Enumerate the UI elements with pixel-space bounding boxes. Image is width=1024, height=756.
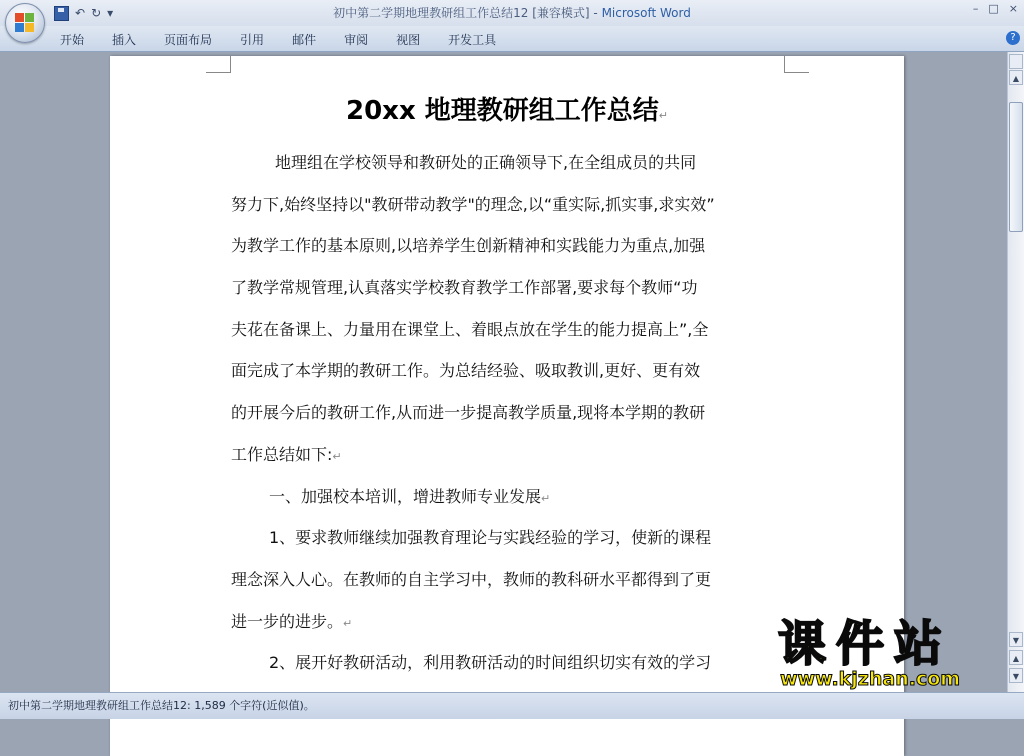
text-line: 理念深入人心。在教师的自主学习中，教师的教科研水平都得到了更 [231,569,712,589]
tab-review[interactable]: 审阅 [344,33,369,47]
paragraph-mark-icon: ↵ [658,109,668,122]
paragraph-mark-icon: ↵ [541,491,551,505]
window-controls [973,2,1018,15]
document-title-text: 20xx 地理教研组工作总结 [346,96,659,126]
title-bar [0,0,1024,26]
text-line: 夫花在备课上、力量用在课堂上、着眼点放在学生的能力提高上”,全 [231,319,709,339]
margin-corner-mark [206,56,231,73]
close-button[interactable]: × [1008,2,1018,15]
ruler-toggle-icon[interactable] [1009,54,1023,69]
tab-view[interactable]: 视图 [396,33,421,47]
scroll-thumb[interactable] [1009,102,1023,232]
document-area[interactable] [0,52,1008,692]
window-title [0,4,1024,21]
redo-icon[interactable]: ↻ [91,6,102,20]
tab-references[interactable]: 引用 [240,33,265,47]
text-line: 地理组在学校领导和教研处的正确领导下,在全组成员的共同 [275,153,697,172]
text-line: 面完成了本学期的教研工作。为总结经验、吸取教训,更好、更有效 [231,361,701,381]
vertical-scrollbar[interactable] [1007,52,1024,692]
scroll-down-button[interactable]: ▼ [1009,632,1023,647]
text-line: 工作总结如下:↵ [231,444,342,464]
paragraph-mark-icon: ↵ [332,449,342,463]
text-line: 为教学工作的基本原则,以培养学生创新精神和实践能力为重点,加强 [231,236,706,256]
paragraph-mark-icon: ↵ [343,616,353,630]
tab-insert[interactable]: 插入 [112,33,137,47]
next-page-button[interactable]: ▼ [1009,668,1023,683]
undo-icon[interactable]: ↶ [75,6,86,20]
ribbon-tabs [60,31,524,48]
ribbon-tab-bar [0,26,1024,52]
document-name: 初中第二学期地理教研组工作总结12 [兼容模式] [333,6,590,20]
tab-home[interactable]: 开始 [60,33,85,47]
document-title [110,90,904,127]
restore-button[interactable]: □ [988,2,999,15]
text-line: 了教学常规管理,认真落实学校教育教学工作部署,要求每个教师“功 [231,278,698,298]
title-separator: - [589,6,602,20]
text-line: 进一步的进步。↵ [231,611,353,631]
help-icon[interactable]: ? [1006,31,1020,45]
margin-corner-mark [784,56,809,73]
tab-mailings[interactable]: 邮件 [292,33,317,47]
text-line: 2、展开好教研活动，利用教研活动的时间组织切实有效的学习 [269,653,712,673]
customize-qat-icon[interactable]: ▾ [107,6,114,20]
minimize-button[interactable]: – [972,2,979,15]
text-line: 努力下,始终坚持以"教研带动教学"的理念,以“重实际,抓实事,求实效” [231,194,715,214]
watermark-url: www.kjzhan.com [780,668,961,690]
app-name: Microsoft Word [601,6,691,20]
scroll-up-button[interactable]: ▲ [1009,70,1023,85]
previous-page-button[interactable]: ▲ [1009,650,1023,665]
text-line: 的开展今后的教研工作,从而进一步提高教学质量,现将本学期的教研 [231,403,706,423]
section-heading: 一、加强校本培训，增进教师专业发展↵ [269,486,551,506]
office-logo-icon [15,13,35,33]
office-button[interactable] [5,3,45,43]
text-line: 1、要求教师继续加强教育理论与实践经验的学习，使新的课程 [269,528,712,548]
watermark-logo [770,618,1020,690]
document-body [231,142,787,726]
watermark-text: 课件站 [778,616,953,672]
status-bar [0,692,1024,719]
word-count-status[interactable]: 初中第二学期地理教研组工作总结12: 1,589 个字符(近似值)。 [8,699,315,712]
tab-page-layout[interactable]: 页面布局 [164,33,213,47]
tab-developer[interactable]: 开发工具 [448,33,497,47]
